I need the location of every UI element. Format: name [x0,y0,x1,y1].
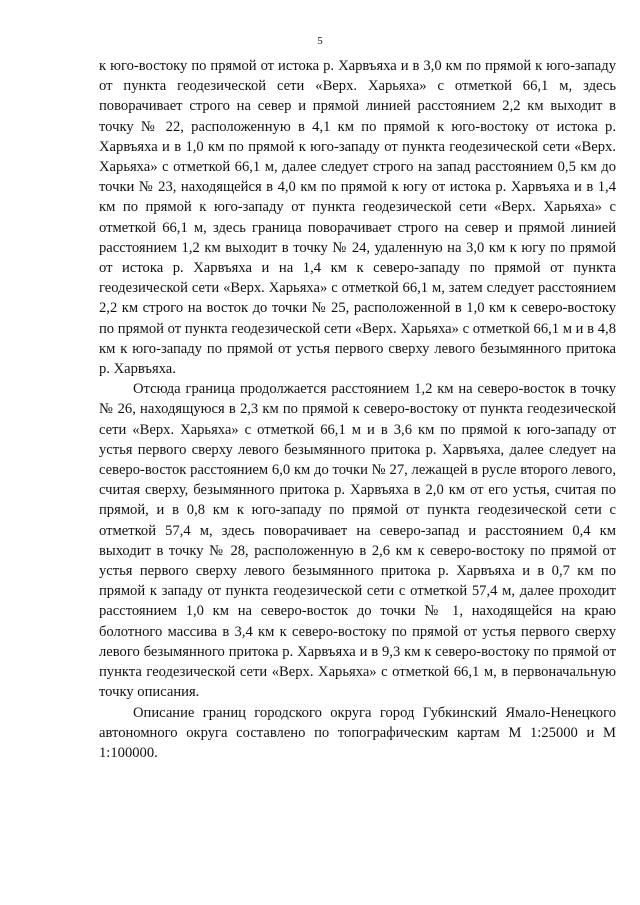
page-number: 5 [317,35,323,47]
paragraph-boundary-points-26-1: Отсюда граница продолжается расстоянием 1,2 км на северо-восток в точку № 26, находящуюся в 2,3 км по прямой к северо-востоку от пункта геодезической сети «Верх. Харьяха» с отметкой 66,1 м и в 3,6 км по прямой к юго-западу от устья первого сверху левого безымянного притока р. Харвъяха, далее следует на северо-восток расстоянием 6,0 км до точки № 27, лежащей в русле второго левого, считая сверху, безымянного притока р. Харвъяха в 2,0 км от его устья, считая по прямой, и в 0,8 км к юго-западу по прямой от пункта геодезической сети с отметкой 57,4 м, здесь поворачивает на северо-запад и расстоянием 0,4 км выходит в точку № 28, расположенную в 2,6 км к северо-востоку по прямой от устья первого сверху левого безымянного притока р. Харвъяха и в 0,7 км по прямой к западу от пункта геодезической сети с отметкой 57,4 м, далее проходит расстоянием 1,0 км на северо-восток до точки № 1, находящейся на краю болотного массива в 3,4 км к северо-востоку по прямой от устья первого сверху левого безымянного притока р. Харвъяха и в 9,3 км к северо-востоку по прямой от пункта геодезической сети «Верх. Харьяха» с отметкой 66,1 м, в первоначальную точку описания. [99,381,616,701]
document-body [99,56,616,763]
paragraph-map-source-note: Описание границ городского округа город Губкинский Ямало-Ненецкого автономного округа составлено по топографическим картам М 1:25000 и М 1:100000. [99,704,616,761]
paragraph-boundary-points-22-25: к юго-востоку по прямой от истока р. Харвъяха и в 3,0 км по прямой к юго-западу от пункта геодезической сети «Верх. Харьяха» с отметкой 66,1 м, здесь поворачивает строго на север и прямой линией расстоянием 2,2 км выходит в точку № 22, расположенную в 4,1 км по прямой к юго-востоку от истока р. Харвъяха и в 1,0 км по прямой к юго-западу от пункта геодезической сети «Верх. Харьяха» с отметкой 66,1 м, далее следует строго на запад расстоянием 0,5 км до точки № 23, находящейся в 4,0 км по прямой к югу от истока р. Харвъяха и в 1,4 км по прямой к юго-западу от пункта геодезической сети «Верх. Харьяха» с отметкой 66,1 м, здесь граница поворачивает строго на север и прямой линией расстоянием 1,2 км выходит в точку № 24, удаленную на 3,0 км к югу по прямой от истока р. Харвъяха и на 1,4 км к северо-западу по прямой от пункта геодезической сети «Верх. Харьяха» с отметкой 66,1 м, затем следует расстоянием 2,2 км строго на восток до точки № 25, расположенной в 1,0 км к северо-востоку по прямой от пункта геодезической сети «Верх. Харьяха» с отметкой 66,1 м и в 4,8 км к юго-западу по прямой от устья первого сверху левого безымянного притока р. Харвъяха. [99,58,616,378]
